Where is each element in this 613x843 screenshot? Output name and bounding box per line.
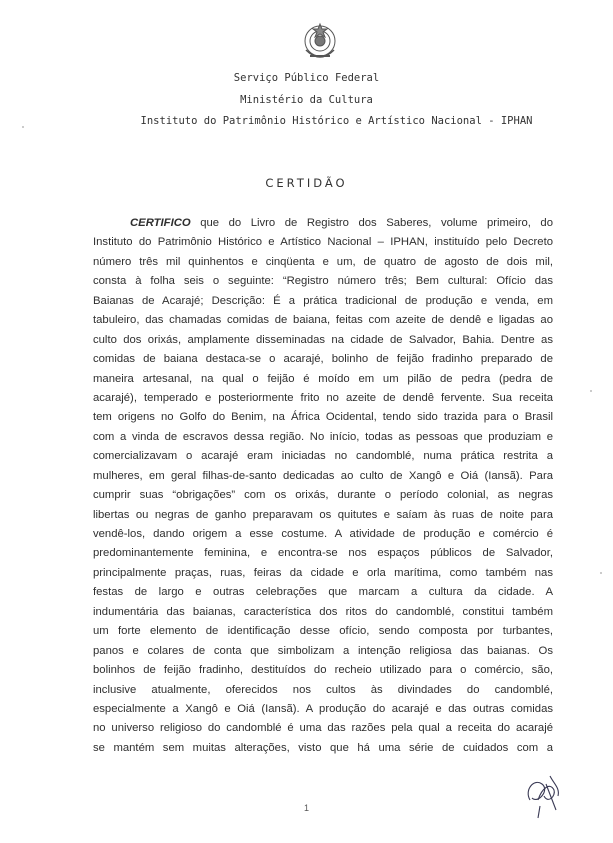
- body-line-text: um forte elemento de identificação desse ofício, sendo composta por turbantes,: [93, 625, 553, 638]
- body-line-text: no universo religioso do candomblé é uma das razões pela qual a receita do acarajé: [93, 722, 553, 735]
- body-line: [93, 389, 553, 408]
- header-service: Serviço Público Federal: [233, 72, 380, 84]
- body-line-text: tabuleiro, das chamadas comidas de baiana, feitas com azeite de dendê e ligadas ao: [93, 314, 553, 327]
- body-line: [93, 311, 553, 330]
- body-line: [93, 603, 553, 622]
- body-line: [93, 370, 553, 389]
- body-line-text: mulheres, em geral filhas-de-santo dedicadas ao culto de Xangô e Oiá (Iansã). Para: [93, 469, 553, 482]
- body-line: [93, 642, 553, 661]
- body-line: [93, 583, 553, 602]
- body-line-text: Instituto do Patrimônio Histórico e Artístico Nacional – IPHAN, instituído pelo Decreto: [93, 236, 553, 249]
- body-line: [93, 253, 553, 272]
- scan-speck: [22, 126, 24, 128]
- body-line: [93, 719, 553, 738]
- body-line-text: maneira artesanal, na qual o feijão é moído em um pilão de pedra (pedra de: [93, 372, 553, 385]
- body-line-text: cumprir suas “obrigações” com os orixás, durante o período colonial, as negras: [93, 489, 553, 502]
- body-line-text: que do Livro de Registro dos Saberes, volume primeiro, do: [190, 217, 553, 229]
- body-line-text: festas de largo e outras celebrações que marcam a cultura da cidade. A: [93, 586, 553, 599]
- body-line-text: comercializavam o acarajé eram iniciadas no candomblé, numa prática restrita a: [93, 450, 553, 463]
- body-line: [93, 739, 553, 758]
- body-line: [93, 428, 553, 447]
- body-line: [93, 233, 553, 252]
- body-line-text: se mantém sem muitas alterações, visto que há uma série de cuidados com a: [93, 741, 553, 754]
- body-line-text: vendê-los, dando origem a esse costume. A atividade de produção e comércio é: [93, 528, 553, 540]
- body-line: [93, 214, 553, 233]
- scan-speck: [590, 390, 592, 392]
- certifico-lead: CERTIFICO: [130, 217, 191, 229]
- header-institute: Instituto do Patrimônio Histórico e Artístico Nacional - IPHAN: [140, 115, 533, 127]
- body-line-text: Baianas de Acarajé; Descrição: É a prática tradicional de produção e venda, em: [93, 294, 553, 307]
- signature-icon: [520, 770, 564, 820]
- body-line-text: panos e colares de conta que simbolizam a intenção religiosa das baianas. Os: [93, 644, 553, 657]
- body-line-text: inclusive atualmente, oferecidos nos cultos às divindades do candomblé,: [93, 683, 553, 696]
- coat-of-arms-icon: [298, 20, 342, 64]
- body-line: [93, 331, 553, 350]
- header-ministry: Ministério da Cultura: [240, 94, 373, 106]
- body-line-text: comidas de baiana destaca-se o acarajé, bolinho de feijão fradinho preparado de: [93, 353, 553, 366]
- body-line: [93, 350, 553, 369]
- scan-speck: [600, 572, 602, 574]
- body-line-text: bolinhos de feijão fradinho, destituídos do recheio utilizado para o comércio, são,: [93, 664, 553, 677]
- body-line: [93, 467, 553, 486]
- page-number: 1: [303, 803, 309, 813]
- body-line-text: com a vinda de escravos dessa região. No início, todas as pessoas que produziam e: [93, 430, 553, 443]
- body-line: [93, 564, 553, 583]
- body-line: [93, 292, 553, 311]
- body-line: [93, 700, 553, 719]
- body-line: [93, 525, 553, 544]
- body-line: [93, 681, 553, 700]
- body-line-text: indumentária das baianas, característica dos ritos do candomblé, constitui também: [93, 605, 553, 618]
- body-line: [93, 486, 553, 505]
- body-line: [93, 272, 553, 291]
- body-line-text: tem origens no Golfo do Benim, na África Ocidental, tendo sido trazida para o Brasil: [93, 411, 553, 424]
- body-line: [93, 544, 553, 563]
- body-line: [93, 622, 553, 641]
- document-title: CERTIDÃO: [265, 176, 348, 190]
- body-line: [93, 661, 553, 680]
- body-line-text: principalmente praças, ruas, feiras da cidade e orla marítima, como também nas: [93, 566, 553, 579]
- body-line-text: especialmente a Xangô e Oiá (Iansã). A produção do acarajé e das outras comidas: [93, 702, 553, 715]
- body-line-text: libertas ou negras de ganho preparavam os quitutes e saíam às ruas de noite para: [93, 508, 553, 521]
- body-line-text: predominantemente feminina, e encontra-se nos espaços públicos de Salvador,: [93, 547, 553, 560]
- body-line: [93, 506, 553, 525]
- body-line: [93, 447, 553, 466]
- body-line-text: número três mil quinhentos e cinqüenta e um, de quatro de agosto de dois mil,: [93, 255, 553, 268]
- body-line-text: acarajé), temperado e posteriormente frito no azeite de dendê fervente. Sua receita: [93, 391, 553, 404]
- certificate-body: [93, 214, 553, 758]
- body-line-text: culto dos orixás, amplamente disseminadas na cidade de Salvador, Bahia. Dentre as: [93, 333, 553, 346]
- body-line-text: consta à folha seis o seguinte: “Registro número três; Bem cultural: Ofício das: [93, 275, 553, 288]
- body-line: [93, 408, 553, 427]
